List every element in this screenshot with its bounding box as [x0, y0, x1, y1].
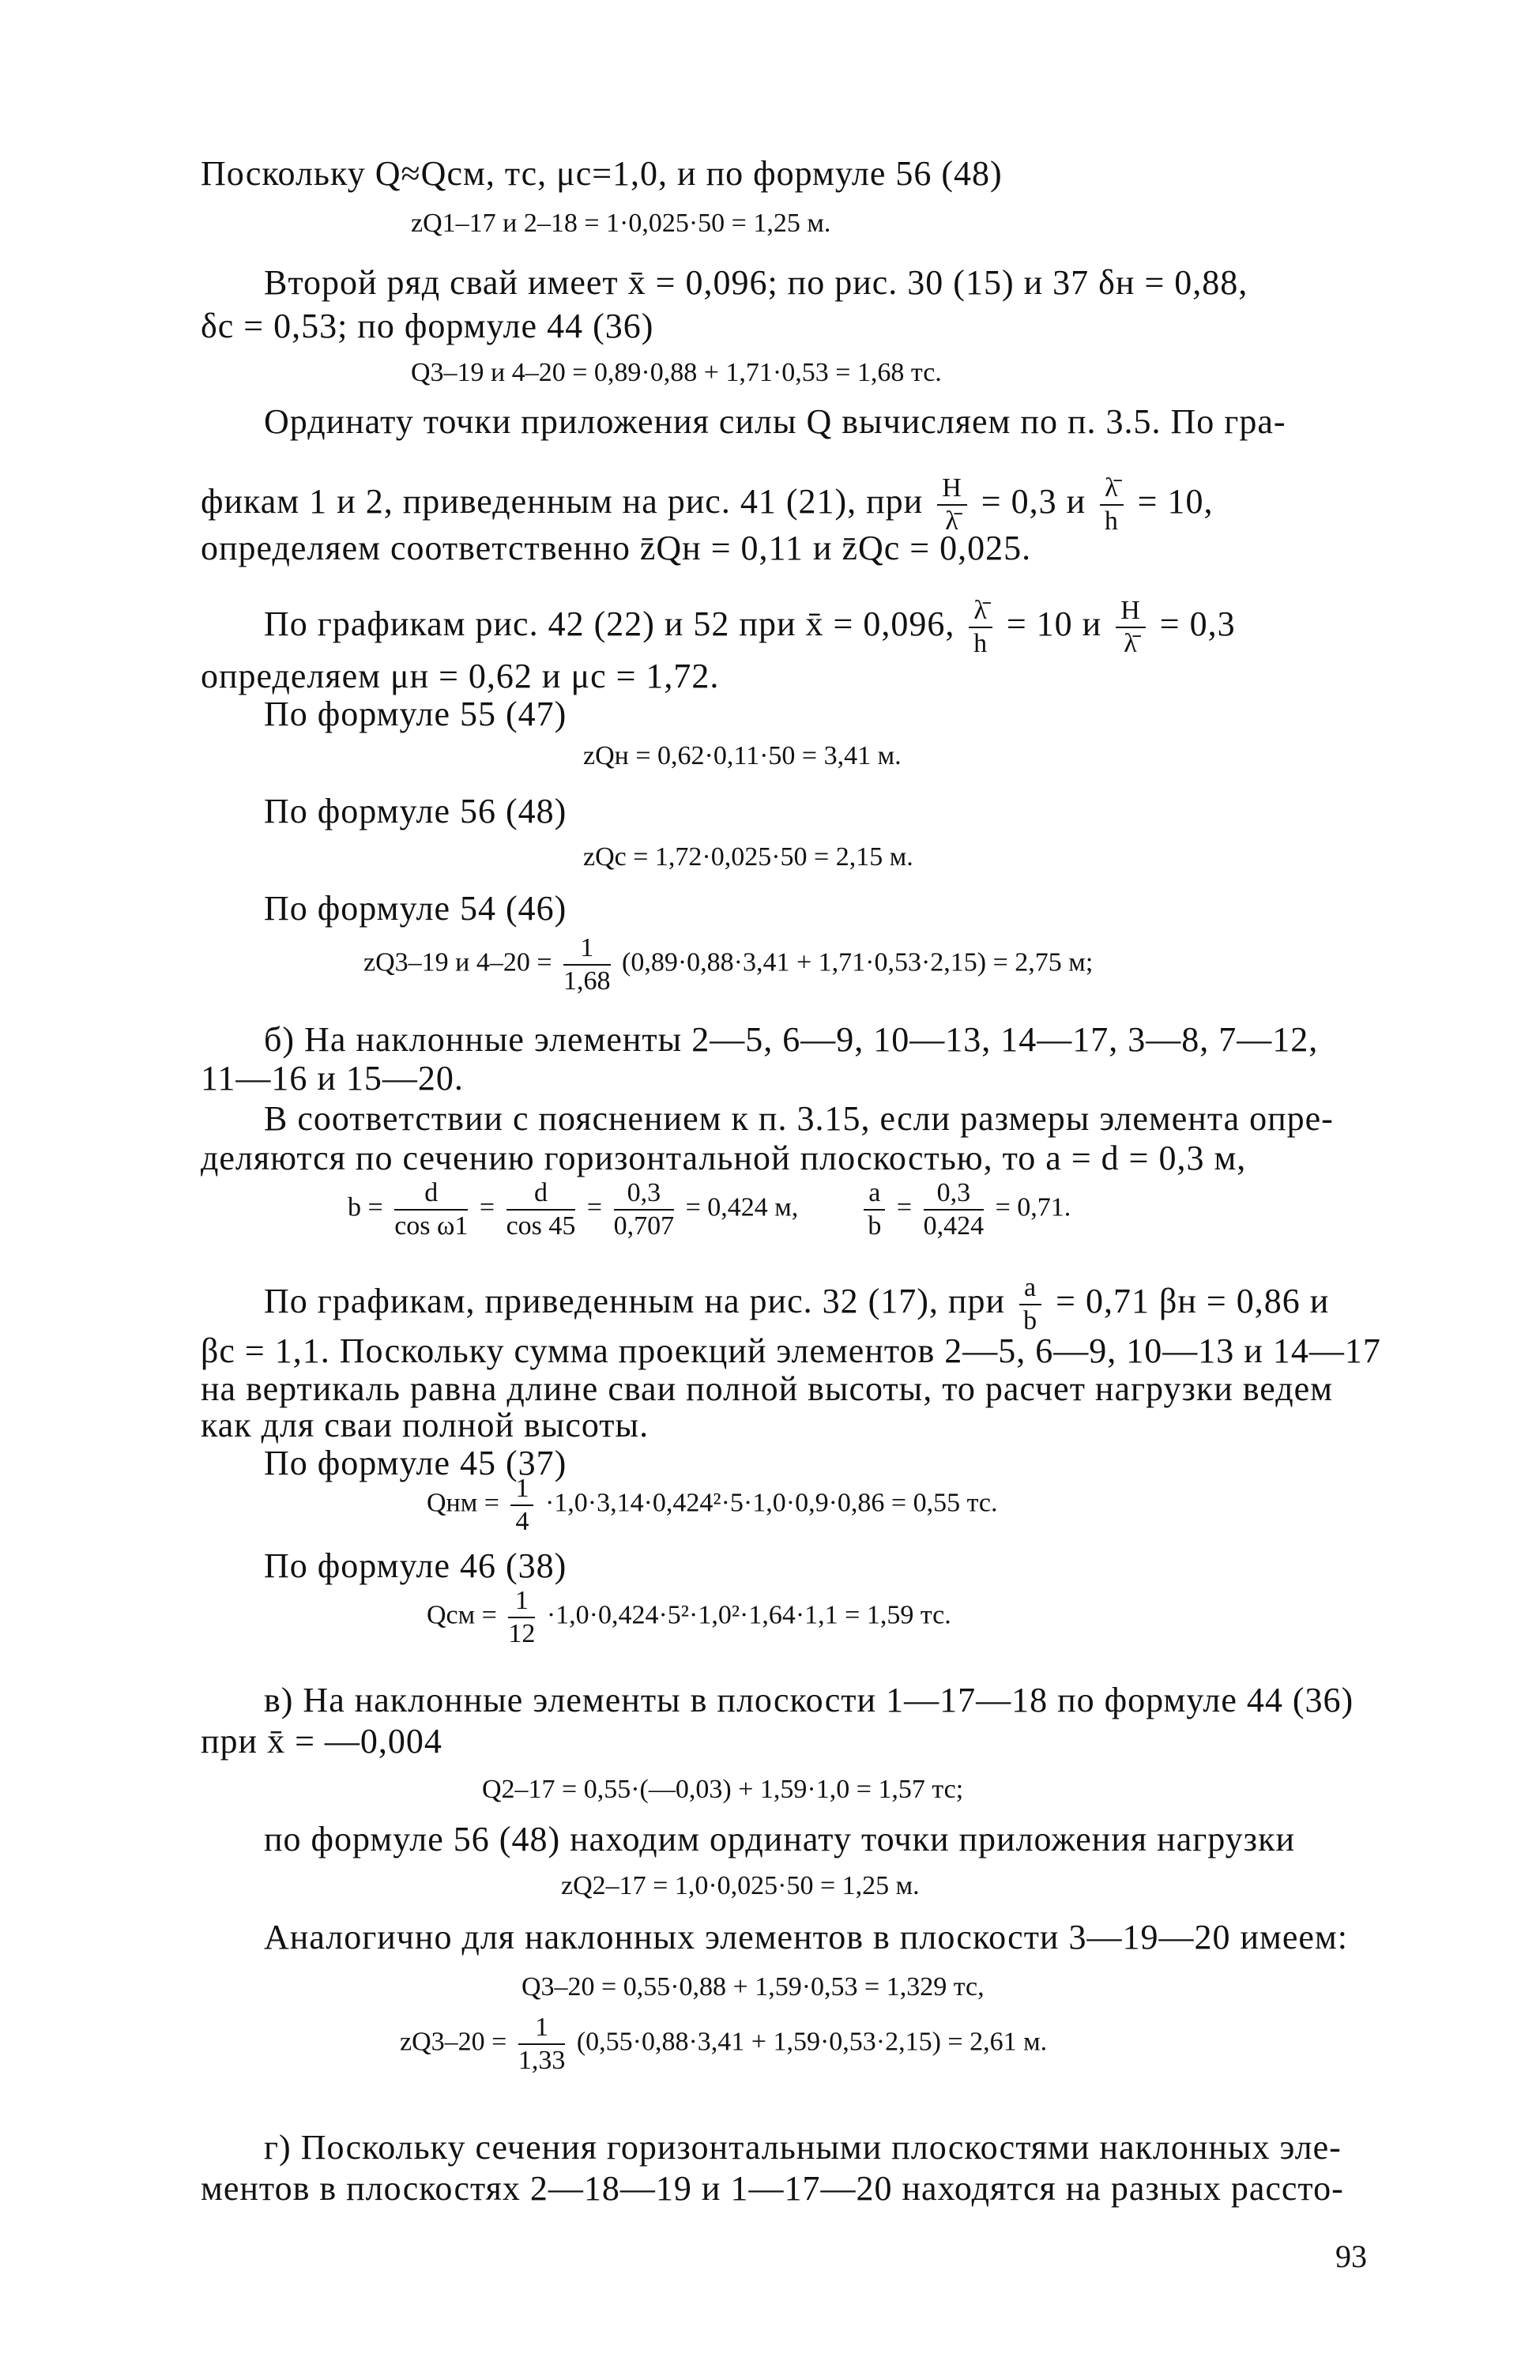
- fraction: [1116, 597, 1146, 657]
- fraction-denominator: 12: [508, 1618, 536, 1648]
- fraction-denominator: b: [1023, 1305, 1038, 1335]
- text-line: 11—16 и 15—20.: [201, 1059, 464, 1098]
- text-line: По формуле 46 (38): [264, 1546, 567, 1585]
- text-line: Второй ряд свай имеет x̄ = 0,096; по рис. 30 (15) и 37 δн = 0,88,: [264, 263, 1248, 302]
- fraction-numerator: d: [394, 1179, 468, 1211]
- formula-line: zQ1–17 и 2–18 = 1·0,025·50 = 1,25 м.: [411, 209, 831, 238]
- fraction: [924, 1179, 985, 1240]
- fraction: [937, 474, 967, 535]
- fraction-denominator: λ̄: [1124, 628, 1138, 658]
- fraction: [1100, 474, 1124, 535]
- text-line: ментов в плоскостях 2—18—19 и 1—17—20 находятся на разных рассто-: [201, 2169, 1344, 2208]
- text-line: По формуле 45 (37): [264, 1444, 567, 1482]
- text-line: в) На наклонные элементы в плоскости 1—17—18 по формуле 44 (36): [264, 1681, 1354, 1719]
- formula-line: [363, 934, 1093, 995]
- text-line: г) Поскольку сечения горизонтальными плоскостями наклонных эле-: [264, 2128, 1342, 2167]
- page-number: 93: [1335, 2239, 1367, 2274]
- fraction: [518, 2013, 566, 2074]
- fraction: [508, 1587, 535, 1648]
- text-line: [201, 474, 1213, 535]
- text-line: по формуле 56 (48) находим ординату точки приложения нагрузки: [264, 1820, 1295, 1858]
- text-span: = 0,71 βн = 0,86 и: [1056, 1281, 1330, 1320]
- text-line: определяем μн = 0,62 и μс = 1,72.: [201, 657, 720, 695]
- fraction-denominator: 0,707: [613, 1211, 675, 1241]
- fraction: [614, 1179, 675, 1240]
- fraction-numerator: λ̄: [1100, 474, 1124, 506]
- text-line: определяем соответственно z̄Qн = 0,11 и z̄Qс = 0,025.: [201, 529, 1032, 567]
- fraction: [563, 934, 611, 995]
- fraction: [864, 1179, 885, 1240]
- text-line: [264, 597, 1236, 657]
- text-span: zQ3–19 и 4–20 =: [363, 947, 552, 977]
- text-line: при x̄ = —0,004: [201, 1722, 442, 1761]
- fraction-numerator: 1: [508, 1587, 535, 1618]
- text-line: [264, 1274, 1329, 1335]
- text-span: = 10 и: [1006, 604, 1102, 643]
- text-span: (0,89·0,88·3,41 + 1,71·0,53·2,15) = 2,75 м;: [622, 947, 1094, 977]
- fraction-denominator: 4: [515, 1506, 529, 1536]
- fraction: [1019, 1274, 1041, 1335]
- fraction-denominator: 0,424: [923, 1211, 985, 1241]
- fraction-numerator: λ̄: [969, 597, 992, 628]
- text-span: = 10,: [1137, 481, 1214, 521]
- fraction-numerator: H: [937, 474, 967, 506]
- text-line: на вертикаль равна длине сваи полной высоты, то расчет нагрузки ведем: [201, 1369, 1333, 1408]
- fraction-numerator: 1: [510, 1474, 533, 1506]
- fraction-denominator: cos ω1: [394, 1211, 469, 1241]
- text-line: В соответствии с пояснением к п. 3.15, если размеры элемента опре-: [264, 1099, 1334, 1138]
- text-line: б) На наклонные элементы 2—5, 6—9, 10—13, 14—17, 3—8, 7—12,: [264, 1020, 1319, 1059]
- fraction: [969, 597, 992, 657]
- text-line: По формуле 55 (47): [264, 695, 567, 733]
- fraction-denominator: b: [868, 1211, 882, 1241]
- text-line: как для сваи полной высоты.: [201, 1406, 650, 1444]
- text-span: Qнм =: [427, 1488, 499, 1518]
- text-span: b =: [348, 1192, 383, 1222]
- fraction-numerator: a: [864, 1179, 885, 1211]
- text-span: По графикам, приведенным на рис. 32 (17), при: [264, 1281, 1006, 1320]
- text-line: По формуле 56 (48): [264, 792, 567, 830]
- formula-line: zQн = 0,62·0,11·50 = 3,41 м.: [583, 741, 902, 770]
- fraction-denominator: λ̄: [945, 506, 959, 536]
- text-span: = 0,71.: [995, 1192, 1071, 1222]
- equals-sign: =: [479, 1192, 495, 1222]
- text-line: Поскольку Q≈Qсм, тс, μс=1,0, и по формуле 56 (48): [201, 154, 1003, 193]
- text-line: Ординату точки приложения силы Q вычисляем по п. 3.5. По гра-: [264, 402, 1286, 441]
- equals-sign: =: [586, 1192, 603, 1222]
- text-span: = 0,3: [1159, 604, 1236, 643]
- formula-line: Q3–20 = 0,55·0,88 + 1,59·0,53 = 1,329 тс,: [521, 1972, 985, 2002]
- formula-line: Q3–19 и 4–20 = 0,89·0,88 + 1,71·0,53 = 1,68 тс.: [411, 358, 942, 387]
- fraction-denominator: cos 45: [506, 1211, 576, 1241]
- fraction-numerator: H: [1116, 597, 1146, 628]
- formula-line: [427, 1587, 951, 1648]
- fraction-denominator: 1,68: [563, 966, 611, 996]
- fraction-denominator: 1,33: [518, 2045, 566, 2075]
- text-span: ·1,0·3,14·0,424²·5·1,0·0,9·0,86 = 0,55 тс.: [544, 1488, 998, 1518]
- equals-sign: =: [896, 1192, 913, 1222]
- text-line: δс = 0,53; по формуле 44 (36): [201, 307, 654, 345]
- text-line: деляются по сечению горизонтальной плоскостью, то a = d = 0,3 м,: [201, 1139, 1247, 1177]
- fraction-numerator: 0,3: [924, 1179, 985, 1211]
- text-line: Аналогично для наклонных элементов в плоскости 3—19—20 имеем:: [264, 1918, 1348, 1956]
- text-span: По графикам рис. 42 (22) и 52 при x̄ = 0,096,: [264, 604, 955, 643]
- text-span: zQ3–20 =: [400, 2027, 507, 2057]
- formula-line: Q2–17 = 0,55·(—0,03) + 1,59·1,0 = 1,57 тс;: [482, 1775, 964, 1804]
- text-span: (0,55·0,88·3,41 + 1,59·0,53·2,15) = 2,61 м.: [576, 2027, 1048, 2057]
- fraction-numerator: 1: [563, 934, 611, 966]
- fraction-numerator: 1: [518, 2013, 566, 2045]
- fraction: [506, 1179, 576, 1240]
- fraction-denominator: h: [973, 628, 988, 658]
- fraction-numerator: d: [506, 1179, 576, 1211]
- text-span: = 0,3 и: [981, 481, 1086, 521]
- text-span: Qсм =: [427, 1600, 497, 1630]
- fraction-numerator: a: [1019, 1274, 1041, 1305]
- fraction: [394, 1179, 468, 1240]
- formula-line: [427, 1474, 997, 1535]
- formula-line: [348, 1179, 1071, 1240]
- formula-line: [400, 2013, 1047, 2074]
- text-span: ·1,0·0,424·5²·1,0²·1,64·1,1 = 1,59 тс.: [546, 1600, 951, 1630]
- formula-line: zQ2–17 = 1,0·0,025·50 = 1,25 м.: [561, 1871, 920, 1900]
- formula-line: zQс = 1,72·0,025·50 = 2,15 м.: [583, 842, 913, 872]
- text-line: βс = 1,1. Поскольку сумма проекций элементов 2—5, 6—9, 10—13 и 14—17: [201, 1331, 1381, 1370]
- fraction-denominator: h: [1104, 506, 1119, 536]
- text-span: = 0,424 м,: [685, 1192, 799, 1222]
- fraction: [510, 1474, 533, 1535]
- text-span: фикам 1 и 2, приведенным на рис. 41 (21), при: [201, 481, 924, 521]
- fraction-numerator: 0,3: [614, 1179, 675, 1211]
- text-line: По формуле 54 (46): [264, 889, 567, 928]
